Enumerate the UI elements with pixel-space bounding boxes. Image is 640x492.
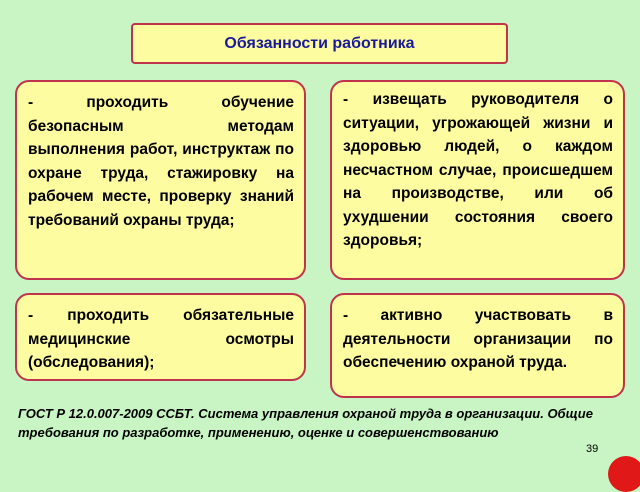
page-number: 39: [586, 443, 599, 455]
slide-title-text: Обязанности работника: [224, 34, 415, 52]
slide-title: [131, 23, 508, 64]
duty-card-text: - извещать руководителя о ситуации, угрожающей жизни и здоровью людей, о каждом несчастном случае, происшедшем на производстве, или об ухудшении состояния своего здоровья;: [343, 91, 613, 249]
corner-circle-icon: [608, 456, 640, 492]
duty-card-participate: [330, 293, 625, 398]
duty-card-training: [15, 80, 306, 280]
duty-card-medical: [15, 293, 306, 381]
duty-card-text: - проходить обязательные медицинские осмотры (обследования);: [28, 307, 294, 371]
source-footnote: ГОСТ Р 12.0.007-2009 ССБТ. Система управления охраной труда в организации. Общие требования по разработке, применению, оценке и совершенствованию: [18, 406, 593, 440]
duty-card-notify: [330, 80, 625, 280]
duty-card-text: - проходить обучение безопасным методам выполнения работ, инструктаж по охране труда, стажировку на рабочем месте, проверку знаний требований охраны труда;: [28, 94, 294, 229]
duty-card-text: - активно участвовать в деятельности организации по обеспечению охраной труда.: [343, 307, 613, 371]
